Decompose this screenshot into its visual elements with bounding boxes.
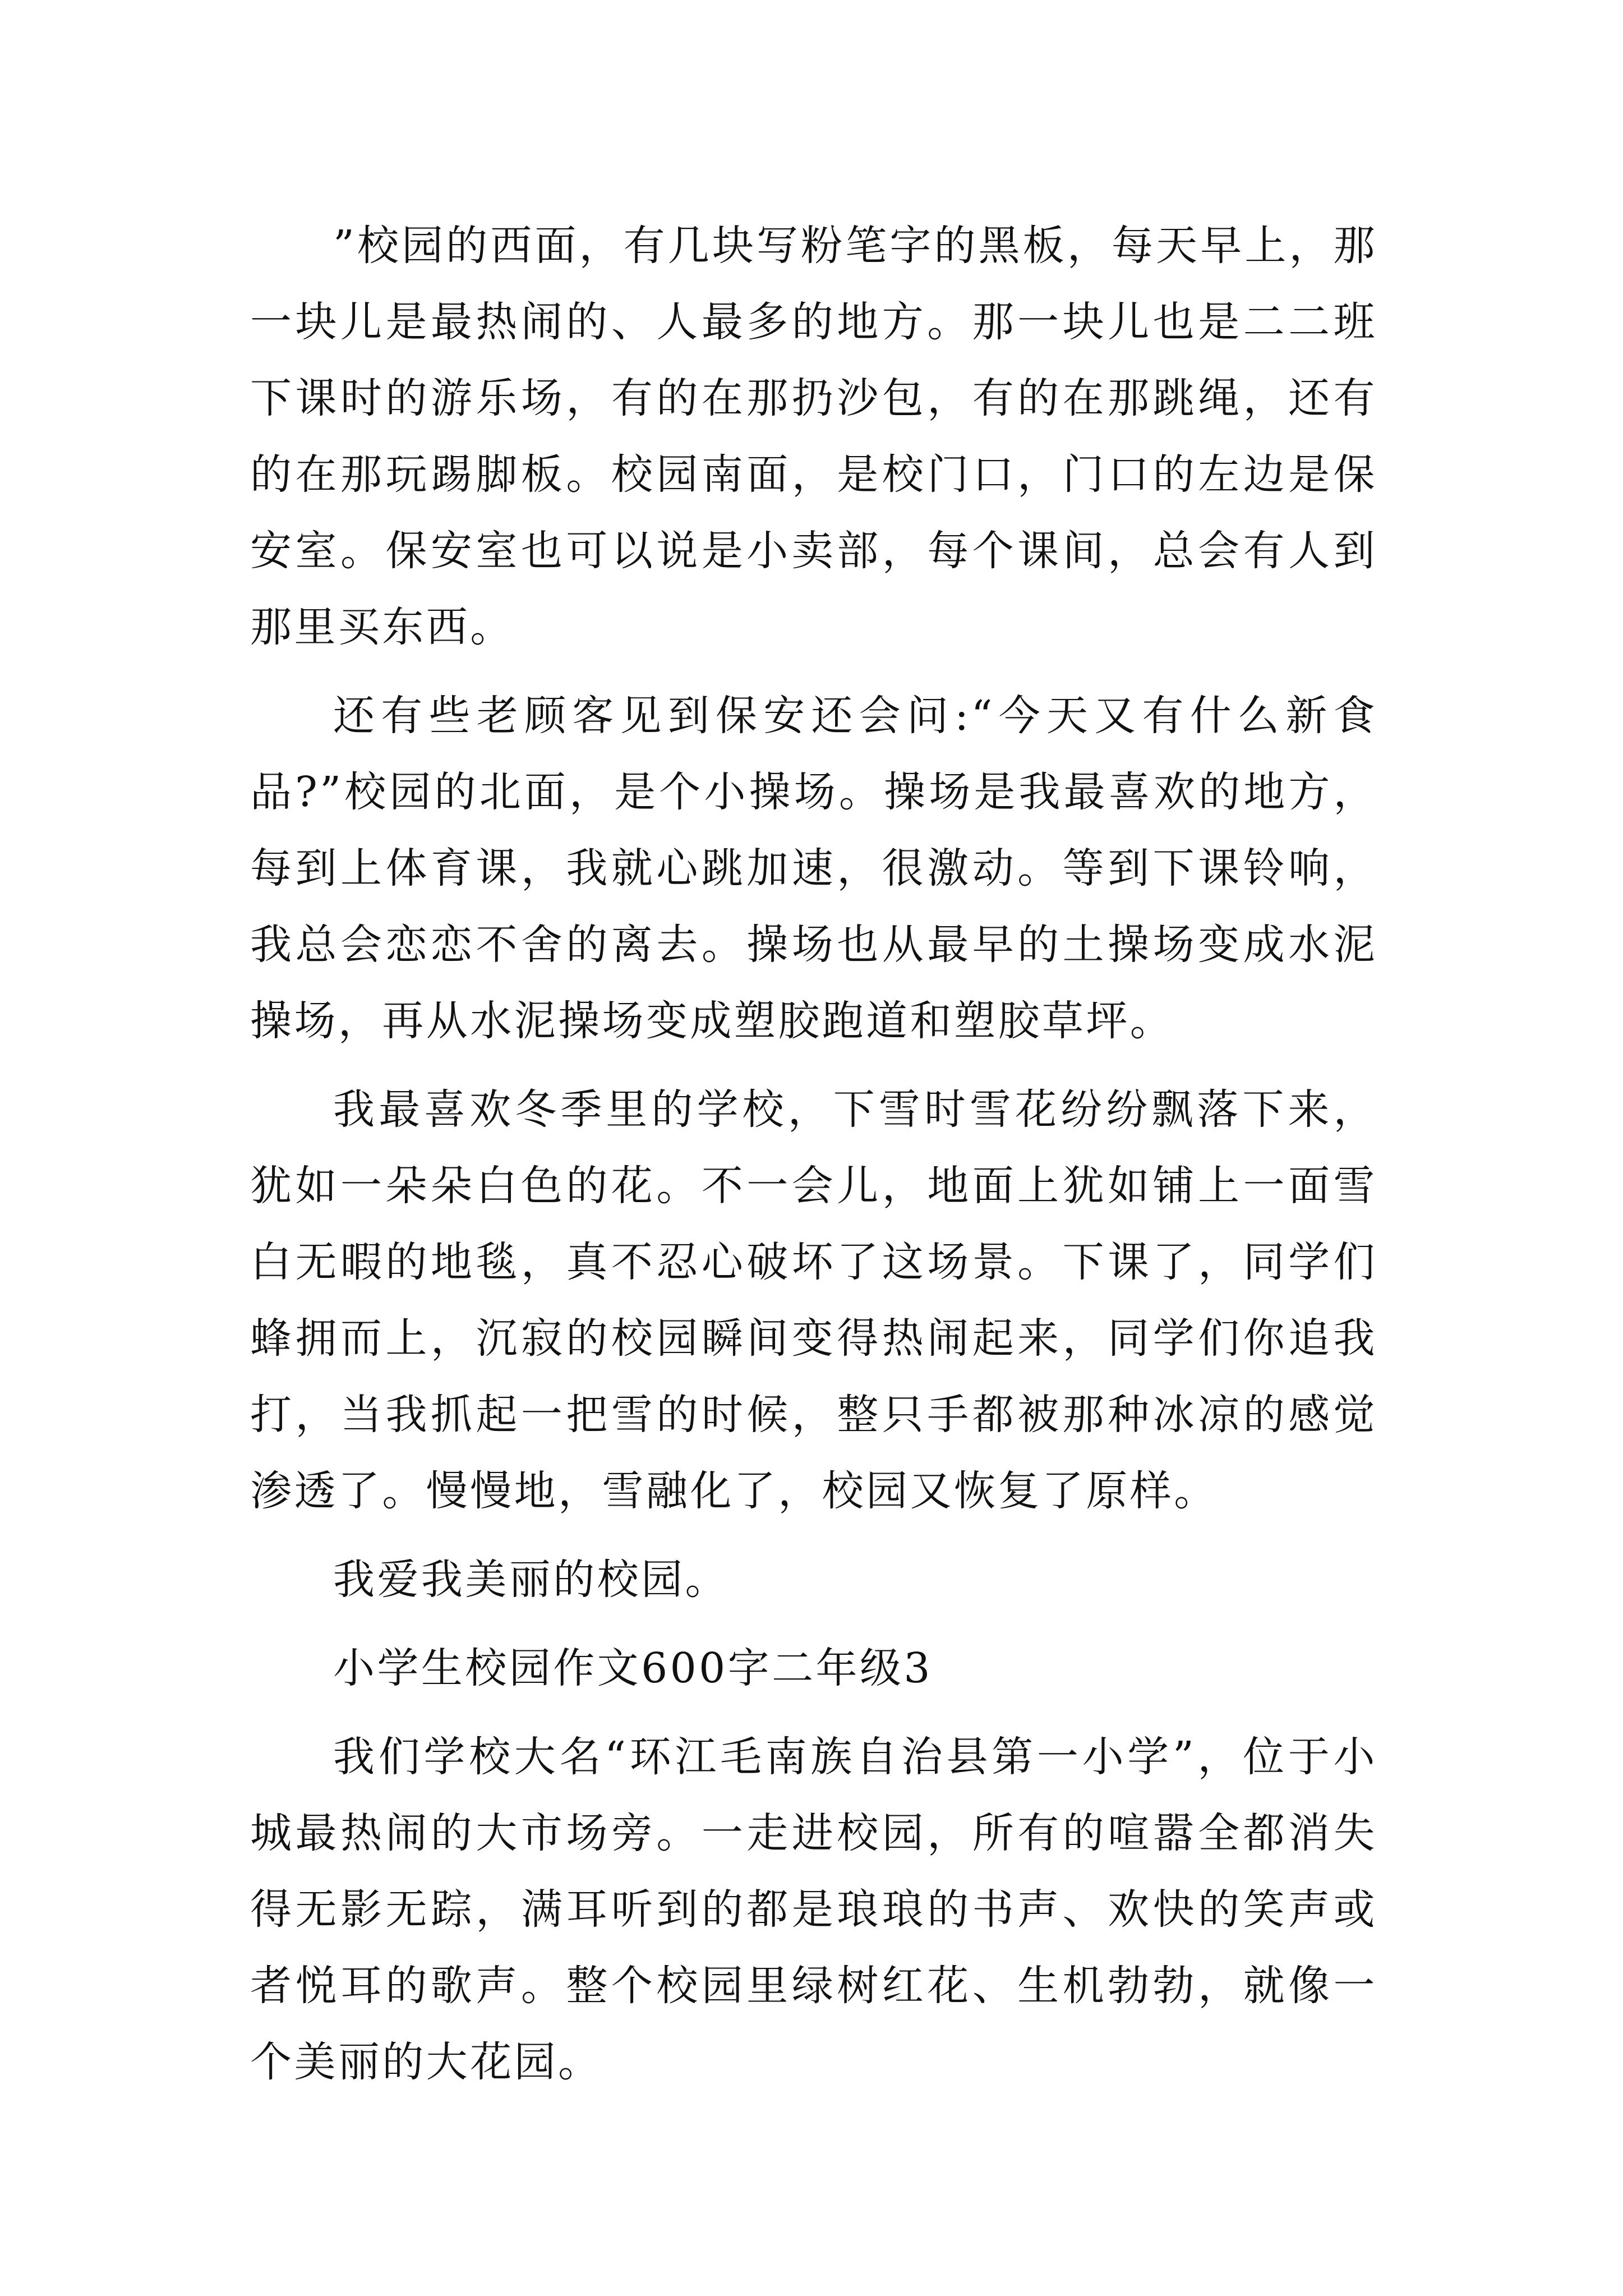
- paragraph-school-west-south: ”校园的西面，有几块写粉笔字的黑板，每天早上，那一块儿是最热闹的、人最多的地方。那一块儿也是二二班下课时的游乐场，有的在那扔沙包，有的在那跳绳，还有的在那玩踢脚板。校园南面，是校门口，门口的左边是保安室。保安室也可以说是小卖部，每个课间，总会有人到那里买东西。: [250, 222, 1377, 651]
- paragraph-school-intro: 我们学校大名“环江毛南族自治县第一小学”，位于小城最热闹的大市场旁。一走进校园，所有的喧嚣全都消失得无影无踪，满耳听到的都是琅琅的书声、欢快的笑声或者悦耳的歌声。整个校园里绿树红花、生机勃勃，就像一个美丽的大花园。: [250, 1733, 1377, 2086]
- article-body: [250, 208, 1377, 2113]
- paragraph-love-campus: 我爱我美丽的校园。: [333, 1556, 729, 1604]
- paragraph-school-north-playground: 还有些老顾客见到保安还会问:“今天又有什么新食品?”校园的北面，是个小操场。操场是我最喜欢的地方，每到上体育课，我就心跳加速，很激动。等到下课铃响，我总会恋恋不舍的离去。操场也从最早的土操场变成水泥操场，再从水泥操场变成塑胶跑道和塑胶草坪。: [250, 692, 1377, 1045]
- section-title: 小学生校园作文600字二年级3: [333, 1644, 933, 1692]
- paragraph-winter-snow: 我最喜欢冬季里的学校，下雪时雪花纷纷飘落下来，犹如一朵朵白色的花。不一会儿，地面上犹如铺上一面雪白无暇的地毯，真不忍心破坏了这场景。下课了，同学们蜂拥而上，沉寂的校园瞬间变得热闹起来，同学们你追我打，当我抓起一把雪的时候，整只手都被那种冰凉的感觉渗透了。慢慢地，雪融化了，校园又恢复了原样。: [250, 1085, 1377, 1515]
